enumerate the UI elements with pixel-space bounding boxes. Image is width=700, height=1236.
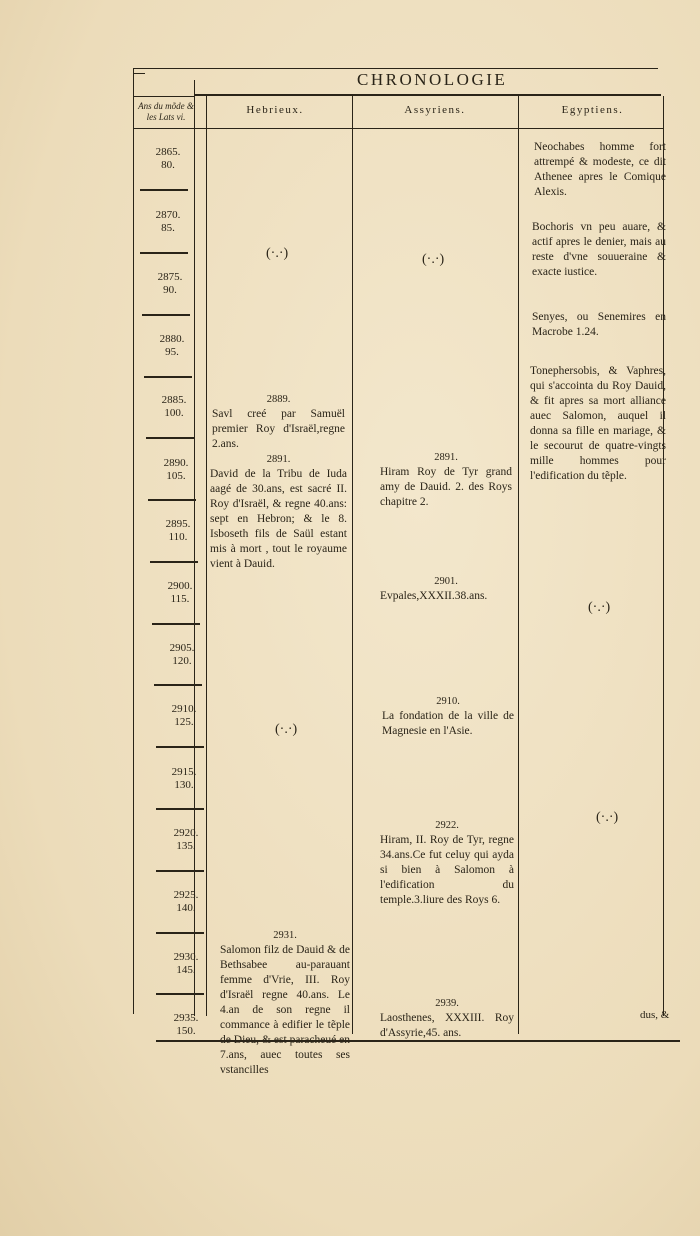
entry-text: Laosthenes, XXXIII. Roy d'Assyrie,45. ans.: [380, 1012, 514, 1039]
omission-mark: (·.·): [266, 246, 289, 261]
year-separator: [156, 932, 204, 934]
entry-year: 2891.: [434, 452, 458, 463]
year-label: 2905. 120.: [169, 642, 195, 667]
year-label: 2895. 110.: [165, 518, 191, 543]
saul-entry: [212, 392, 345, 452]
year-label: 2935. 150.: [173, 1012, 199, 1037]
entry-year: 2889.: [266, 394, 291, 405]
assyrians-divider-rule: [518, 96, 519, 1034]
entry-text: La fondation de la ville de Magnesie en l'Asie.: [382, 710, 514, 737]
subheader-rule: [133, 128, 663, 129]
year-label: 2885. 100.: [161, 394, 187, 419]
year-separator: [140, 252, 188, 254]
entry-text: David de la Tribu de Iuda aagé de 30.ans, est sacré II. Roy d'Israël, & regne 40.ans: sept en Hebron; & le 8. Isboseth fils de Saül estant mis à mort , tout le royaume vient à Dauid.: [210, 468, 347, 570]
year-separator: [144, 376, 192, 378]
neochabes-entry: Neochabes homme fort attrempé & modeste, ce dit Athenee apres le Comique Alexis.: [534, 141, 666, 198]
page-title: CHRONOLOGIE: [357, 70, 508, 89]
year-separator: [148, 499, 196, 501]
year-separator: [156, 746, 204, 748]
year-separator: [142, 314, 190, 316]
omission-mark: (·.·): [422, 252, 445, 267]
year-separator: [156, 808, 204, 810]
outer-left-rule: [133, 68, 134, 1014]
hiram-ii-entry: [380, 818, 514, 908]
year-separator: [156, 870, 204, 872]
egyptians-column-header: Egyptiens.: [561, 104, 624, 116]
year-label: 2880. 95.: [159, 333, 185, 358]
years-inner-rule: [206, 96, 207, 1016]
omission-mark: (·.·): [275, 722, 298, 737]
assyrians-column-header: Assyriens.: [404, 104, 466, 116]
hiram-entry: [380, 450, 512, 510]
entry-text: Hiram, II. Roy de Tyr, regne 34.ans.Ce fut celuy qui ayda si bien à Salomon à l'edification du temple.3.liure des Roys 6.: [380, 834, 514, 906]
laosthenes-entry: [380, 996, 514, 1041]
year-separator: [150, 561, 198, 563]
catchword: dus, &: [640, 1009, 670, 1021]
entry-year: 2931.: [273, 930, 297, 941]
year-label: 2910. 125.: [171, 703, 197, 728]
entry-year: 2910.: [436, 696, 460, 707]
year-separator: [152, 623, 200, 625]
hebrews-divider-rule: [352, 96, 353, 1034]
year-label: 2930. 145.: [173, 951, 199, 976]
year-label: 2925. 140.: [173, 889, 199, 914]
year-separator: [146, 437, 194, 439]
year-separator: [156, 993, 204, 995]
magnesie-entry: [382, 694, 514, 739]
years-column-header: Ans du mõde & les Lats vi.: [138, 101, 194, 122]
year-label: 2890. 105.: [163, 457, 189, 482]
entry-year: 2901.: [434, 576, 458, 587]
entry-year: 2922.: [435, 820, 459, 831]
top-rule: [133, 68, 658, 69]
tonephersobis-entry: Tonephersobis, & Vaphres, qui s'accointa du Roy Dauid, & fit apres sa mort alliance auec Salomon, auquel il donna sa fille en mariage, & le secourut de quatre-vingts mille hommes pour l'edification du tẽple.: [530, 365, 666, 482]
year-label: 2920. 135.: [173, 827, 199, 852]
entry-text: Evpales,XXXII.38.ans.: [380, 590, 488, 602]
year-separator: [140, 189, 188, 191]
omission-mark: (·.·): [588, 600, 611, 615]
header-rule-left: [133, 96, 195, 97]
omission-mark: (·.·): [596, 810, 619, 825]
salomon-entry: [220, 928, 350, 1078]
year-label: 2865. 80.: [155, 146, 181, 171]
david-entry: [210, 452, 347, 572]
entry-year: 2939.: [435, 998, 459, 1009]
year-label: 2900. 115.: [167, 580, 193, 605]
top-rule-2: [133, 73, 145, 74]
entry-year: 2891.: [266, 454, 291, 465]
year-label: 2870. 85.: [155, 209, 181, 234]
entry-text: Hiram Roy de Tyr grand amy de Dauid. 2. des Roys chapitre 2.: [380, 466, 512, 508]
bochoris-entry: Bochoris vn peu auare, & actif apres le denier, mais au reste d'vne souueraine & exacte iustice.: [532, 221, 666, 278]
eupales-entry: [380, 574, 512, 604]
year-label: 2875. 90.: [157, 271, 183, 296]
hebrews-column-header: Hebrieux.: [246, 104, 304, 116]
entry-text: Savl creé par Samuël premier Roy d'Israël,regne 2.ans.: [212, 408, 345, 450]
year-label: 2915. 130.: [171, 766, 197, 791]
entry-text: Salomon filz de Dauid & de Bethsabee au-parauant femme d'Vrie, III. Roy d'Israël regne 40.ans. Le 4.an de son regne il commance à edifier le tẽple de Dieu, & est paracheué en 7.ans, auec toutes ses vstancilles: [220, 944, 350, 1076]
year-separator: [154, 684, 202, 686]
senyes-entry: Senyes, ou Senemires en Macrobe 1.24.: [532, 311, 666, 338]
header-rule: [195, 94, 661, 96]
